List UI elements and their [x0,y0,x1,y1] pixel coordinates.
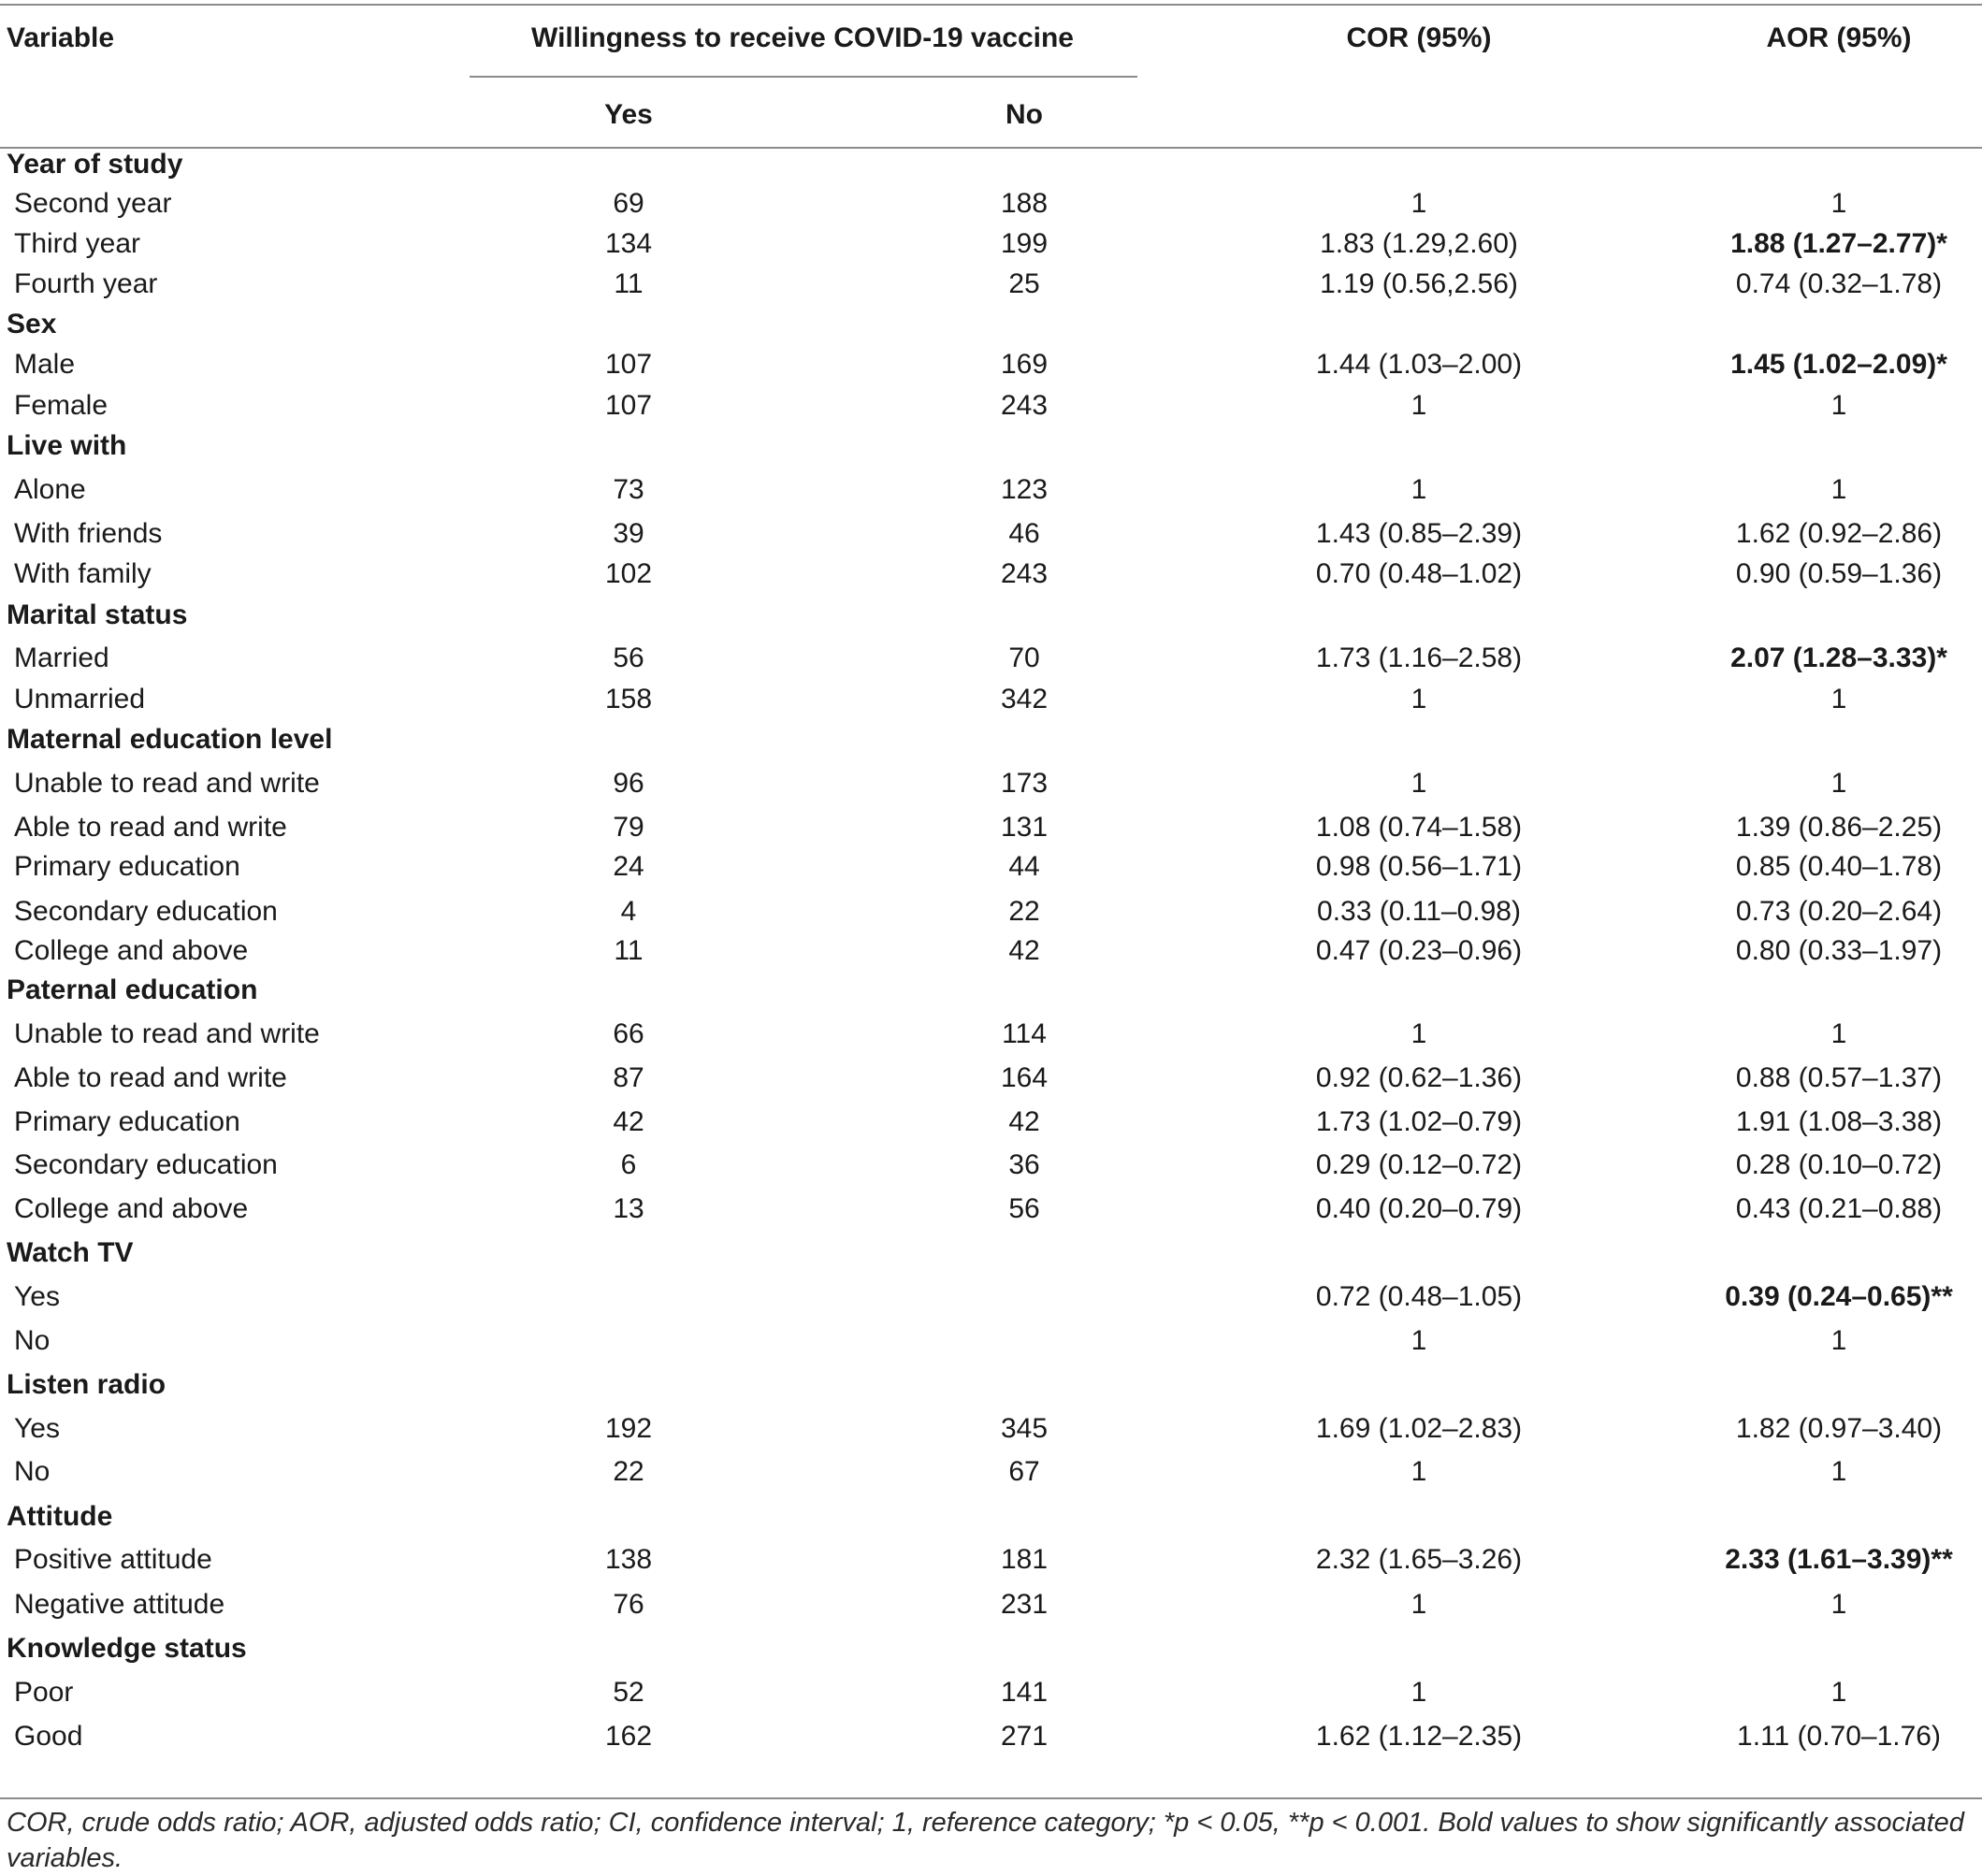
row-label: Unable to read and write [14,768,320,799]
cell-cor: 1.44 (1.03–2.00) [1315,349,1523,380]
cell-aor: 1.11 (0.70–1.76) [1737,1721,1941,1752]
row-label: Alone [14,474,86,505]
row-label: Second year [14,188,172,219]
cell-yes: 107 [604,349,653,380]
cell-no: 131 [1000,812,1049,843]
group-label: Year of study [7,149,183,180]
row-label: Poor [14,1677,74,1708]
cell-aor: 2.07 (1.28–3.33)* [1730,642,1947,673]
cell-cor: 0.70 (0.48–1.02) [1315,558,1523,589]
cell-yes: 107 [604,390,653,421]
cell-no: 342 [1000,684,1049,714]
cell-yes: 96 [613,768,644,799]
row-label: Unmarried [14,684,146,714]
cell-no: 169 [1000,349,1049,380]
cell-aor: 0.85 (0.40–1.78) [1735,851,1943,882]
header-no: No [1005,99,1043,130]
cell-cor: 1 [1411,1018,1427,1049]
cell-yes: 52 [613,1677,644,1708]
cell-cor: 1 [1411,1456,1427,1487]
cell-aor: 0.73 (0.20–2.64) [1735,896,1943,927]
cell-yes: 134 [604,228,653,259]
cell-no: 25 [1008,268,1040,299]
cell-no: 44 [1008,851,1040,882]
cell-cor: 0.98 (0.56–1.71) [1315,851,1523,882]
table-bottom-rule [0,1797,1982,1799]
cell-aor: 1.88 (1.27–2.77)* [1730,228,1947,259]
cell-cor: 0.33 (0.11–0.98) [1317,896,1521,927]
cell-aor: 0.80 (0.33–1.97) [1735,935,1943,966]
cell-yes: 11 [614,268,644,299]
cell-no: 42 [1008,1106,1040,1137]
cell-cor: 0.92 (0.62–1.36) [1315,1062,1523,1093]
group-label: Knowledge status [7,1633,247,1664]
table-footnote: COR, crude odds ratio; AOR, adjusted odds ratio; CI, confidence interval; 1, reference category; *p < 0.05, **p < 0.001. Bold values to show significantly associated variables. [7,1808,1964,1873]
cell-cor: 1 [1411,474,1427,505]
row-label: College and above [14,1193,249,1224]
cell-yes: 76 [613,1589,644,1620]
cell-no: 271 [1000,1721,1049,1752]
cell-yes: 87 [613,1062,644,1093]
cell-cor: 1 [1411,390,1427,421]
cell-aor: 0.90 (0.59–1.36) [1735,558,1943,589]
cell-no: 123 [1000,474,1049,505]
row-label: Yes [14,1281,60,1312]
cell-aor: 1.82 (0.97–3.40) [1735,1413,1943,1444]
cell-cor: 1.73 (1.16–2.58) [1315,642,1523,673]
cell-no: 188 [1000,188,1049,219]
row-label: Good [14,1721,83,1752]
cell-no: 164 [1000,1062,1049,1093]
cell-cor: 1 [1411,1677,1427,1708]
cell-aor: 1 [1830,1456,1847,1487]
header-yes: Yes [604,99,653,130]
cell-yes: 192 [604,1413,653,1444]
cell-aor: 1 [1830,390,1847,421]
cell-yes: 138 [604,1544,653,1575]
cell-cor: 1.62 (1.12–2.35) [1315,1721,1523,1752]
cell-no: 70 [1008,642,1040,673]
cell-cor: 1 [1411,188,1427,219]
cell-cor: 0.47 (0.23–0.96) [1315,935,1523,966]
cell-no: 199 [1000,228,1049,259]
cell-no: 243 [1000,558,1049,589]
group-label: Paternal education [7,974,258,1005]
cell-no: 243 [1000,390,1049,421]
row-label: Third year [14,228,141,259]
cell-aor: 0.43 (0.21–0.88) [1735,1193,1943,1224]
cell-no: 67 [1008,1456,1040,1487]
cell-yes: 42 [613,1106,644,1137]
row-label: Yes [14,1413,60,1444]
cell-cor: 0.40 (0.20–0.79) [1315,1193,1523,1224]
group-label: Marital status [7,599,188,630]
cell-yes: 6 [620,1149,637,1180]
group-label: Listen radio [7,1369,166,1400]
cell-yes: 22 [613,1456,644,1487]
cell-yes: 102 [604,558,653,589]
row-label: College and above [14,935,249,966]
cell-yes: 162 [604,1721,653,1752]
row-label: No [14,1456,51,1487]
row-label: Unable to read and write [14,1018,320,1049]
cell-aor: 1.91 (1.08–3.38) [1735,1106,1943,1137]
cell-no: 181 [1000,1544,1049,1575]
cell-cor: 1.83 (1.29,2.60) [1320,228,1518,259]
row-label: No [14,1325,51,1356]
cell-no: 36 [1008,1149,1040,1180]
row-label: Married [14,642,109,673]
cell-cor: 1 [1411,1325,1427,1356]
cell-cor: 1.69 (1.02–2.83) [1315,1413,1523,1444]
cell-aor: 1 [1830,1677,1847,1708]
row-label: Positive attitude [14,1544,212,1575]
cell-aor: 1.45 (1.02–2.09)* [1730,349,1947,380]
cell-aor: 0.28 (0.10–0.72) [1735,1149,1943,1180]
cell-cor: 2.32 (1.65–3.26) [1315,1544,1523,1575]
cell-aor: 0.39 (0.24–0.65)** [1725,1281,1953,1312]
group-label: Watch TV [7,1237,134,1268]
cell-no: 345 [1000,1413,1049,1444]
cell-aor: 1.62 (0.92–2.86) [1735,518,1943,549]
group-label: Maternal education level [7,724,333,755]
cell-cor: 1.73 (1.02–0.79) [1315,1106,1523,1137]
cell-yes: 73 [613,474,644,505]
row-label: Secondary education [14,1149,278,1180]
group-label: Sex [7,309,57,339]
cell-aor: 0.74 (0.32–1.78) [1735,268,1943,299]
cell-cor: 0.72 (0.48–1.05) [1315,1281,1523,1312]
cell-yes: 158 [604,684,653,714]
cell-yes: 39 [613,518,644,549]
cell-aor: 1 [1830,1325,1847,1356]
row-label: Primary education [14,1106,240,1137]
cell-aor: 1 [1830,768,1847,799]
header-aor: AOR (95%) [1766,22,1912,53]
header-willingness: Willingness to receive COVID-19 vaccine [531,22,1074,53]
cell-yes: 24 [613,851,644,882]
cell-cor: 1 [1411,768,1427,799]
willingness-underline [470,76,1137,78]
cell-aor: 1 [1830,474,1847,505]
cell-aor: 2.33 (1.61–3.39)** [1725,1544,1953,1575]
row-label: With family [14,558,152,589]
cell-cor: 1 [1411,1589,1427,1620]
cell-no: 46 [1008,518,1040,549]
cell-yes: 69 [613,188,644,219]
group-label: Live with [7,430,127,461]
cell-cor: 1.43 (0.85–2.39) [1315,518,1523,549]
header-bottom-rule [0,147,1982,149]
cell-aor: 1.39 (0.86–2.25) [1735,812,1943,843]
cell-yes: 11 [614,935,644,966]
row-label: Fourth year [14,268,158,299]
cell-no: 231 [1000,1589,1049,1620]
group-label: Attitude [7,1501,113,1532]
header-variable: Variable [7,22,115,53]
row-label: With friends [14,518,163,549]
header-cor: COR (95%) [1346,22,1492,53]
cell-aor: 1 [1830,188,1847,219]
row-label: Secondary education [14,896,278,927]
cell-no: 141 [1000,1677,1049,1708]
cell-aor: 1 [1830,1589,1847,1620]
cell-no: 42 [1008,935,1040,966]
cell-cor: 1.19 (0.56,2.56) [1320,268,1518,299]
cell-yes: 4 [620,896,637,927]
cell-no: 22 [1008,896,1040,927]
cell-no: 56 [1008,1193,1040,1224]
row-label: Negative attitude [14,1589,225,1620]
cell-yes: 66 [613,1018,644,1049]
row-label: Female [14,390,109,421]
top-rule [0,4,1982,6]
cell-no: 173 [1000,768,1049,799]
cell-yes: 13 [613,1193,644,1224]
cell-no: 114 [1002,1018,1047,1049]
cell-aor: 0.88 (0.57–1.37) [1735,1062,1943,1093]
cell-cor: 0.29 (0.12–0.72) [1315,1149,1523,1180]
row-label: Male [14,349,76,380]
cell-yes: 56 [613,642,644,673]
cell-aor: 1 [1830,1018,1847,1049]
cell-aor: 1 [1830,684,1847,714]
cell-yes: 79 [613,812,644,843]
row-label: Able to read and write [14,812,287,843]
cell-cor: 1.08 (0.74–1.58) [1315,812,1523,843]
row-label: Able to read and write [14,1062,287,1093]
row-label: Primary education [14,851,240,882]
cell-cor: 1 [1411,684,1427,714]
